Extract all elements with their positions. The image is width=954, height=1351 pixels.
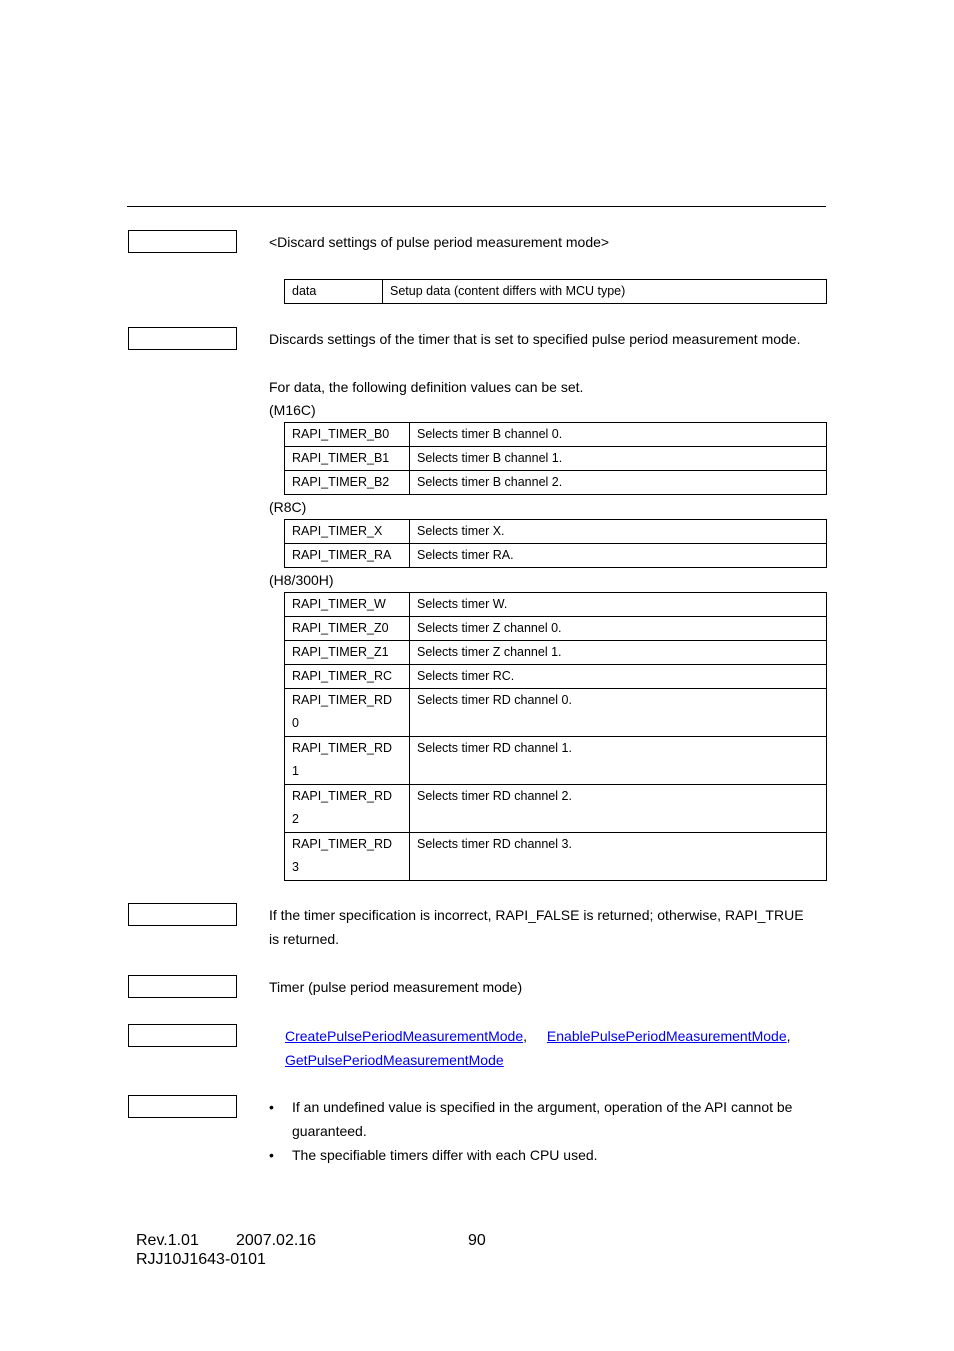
definition-name: RAPI_TIMER_B0 [285,423,410,447]
section-label-box-return [128,903,237,926]
section-divider [127,206,826,207]
definition-description: Selects timer Z channel 0. [410,617,827,641]
definition-table-m16c [284,422,827,495]
section-label-box-peripheral [128,975,237,998]
section-label-box-notes [128,1095,237,1118]
section-label-box-related [128,1024,237,1047]
definition-name: RAPI_TIMER_B1 [285,447,410,471]
argument-description: Setup data (content differs with MCU type) [383,280,827,304]
section-label-box-description [128,327,237,350]
table-row [285,641,827,665]
link-enable-pulse-period[interactable]: EnablePulsePeriodMeasurementMode [546,1028,787,1044]
note-1-line2: guaranteed. [292,1123,367,1139]
definition-name-suffix: 2 [292,812,299,826]
definition-table-h8 [284,592,827,881]
footer-document-number: RJJ10J1643-0101 [136,1251,266,1268]
section-label-box-overview [128,230,237,253]
link-separator: , [523,1028,528,1044]
definition-name: RAPI_TIMER_B2 [285,471,410,495]
table-row [285,544,827,568]
function-title: <Discard settings of pulse period measurement mode> [269,234,610,250]
description-definition-intro: For data, the following definition values can be set. [269,379,584,395]
table-row [285,447,827,471]
definition-description: Selects timer W. [410,593,827,617]
link-separator: , [786,1028,791,1044]
footer-revision: Rev.1.01 [136,1232,199,1249]
page-number: 90 [468,1232,486,1249]
bullet-icon: • [269,1147,274,1163]
link-create-pulse-period[interactable]: CreatePulsePeriodMeasurementMode [285,1028,524,1044]
footer-date: 2007.02.16 [236,1232,317,1249]
definition-name-suffix: 0 [292,716,299,730]
definition-name-part: RAPI_TIMER_RD [292,693,393,707]
definition-name-suffix: 1 [292,764,299,778]
definition-name-part: RAPI_TIMER_RD [292,741,393,755]
definition-name: RAPI_TIMER_W [285,593,410,617]
description-text: Discards settings of the timer that is set to specified pulse period measurement mode. [269,331,801,347]
definition-description: Selects timer B channel 1. [410,447,827,471]
definition-name: RAPI_TIMER_X [285,520,410,544]
definition-name-suffix: 3 [292,860,299,874]
definition-name: RAPI_TIMER_Z0 [285,617,410,641]
definition-description: Selects timer RD channel 3. [410,833,827,881]
related-links-line2 [269,1048,504,1072]
note-1-line1: If an undefined value is specified in the argument, operation of the API cannot be [292,1099,793,1115]
definition-name [285,689,410,737]
table-row [285,737,827,785]
table-row [285,785,827,833]
definition-description: Selects timer RD channel 2. [410,785,827,833]
argument-table [284,279,827,304]
link-get-pulse-period[interactable]: GetPulsePeriodMeasurementMode [285,1052,504,1068]
table-row [285,833,827,881]
return-value-line1: If the timer specification is incorrect, RAPI_FALSE is returned; otherwise, RAPI_TRUE [269,907,804,923]
group-label-r8c: (R8C) [269,499,307,515]
definition-name: RAPI_TIMER_RC [285,665,410,689]
table-row [285,665,827,689]
definition-description: Selects timer RA. [410,544,827,568]
definition-name [285,785,410,833]
definition-name [285,833,410,881]
table-row [285,423,827,447]
table-row [285,520,827,544]
definition-description: Selects timer B channel 2. [410,471,827,495]
definition-description: Selects timer X. [410,520,827,544]
peripheral-text: Timer (pulse period measurement mode) [269,979,523,995]
note-2-line1: The specifiable timers differ with each CPU used. [292,1147,598,1163]
definition-table-r8c [284,519,827,568]
table-row [285,280,827,304]
table-row [285,593,827,617]
definition-description: Selects timer RD channel 0. [410,689,827,737]
definition-description: Selects timer RD channel 1. [410,737,827,785]
definition-description: Selects timer Z channel 1. [410,641,827,665]
table-row [285,617,827,641]
table-row [285,471,827,495]
return-value-line2: is returned. [269,931,340,947]
definition-description: Selects timer B channel 0. [410,423,827,447]
definition-name [285,737,410,785]
argument-name: data [285,280,383,304]
table-row [285,689,827,737]
group-label-m16c: (M16C) [269,402,316,418]
definition-name: RAPI_TIMER_Z1 [285,641,410,665]
bullet-icon: • [269,1099,274,1115]
definition-description: Selects timer RC. [410,665,827,689]
related-links-line1 [269,1024,791,1048]
definition-name-part: RAPI_TIMER_RD [292,789,393,803]
definition-name-part: RAPI_TIMER_RD [292,837,393,851]
definition-name: RAPI_TIMER_RA [285,544,410,568]
group-label-h8-300h: (H8/300H) [269,572,334,588]
